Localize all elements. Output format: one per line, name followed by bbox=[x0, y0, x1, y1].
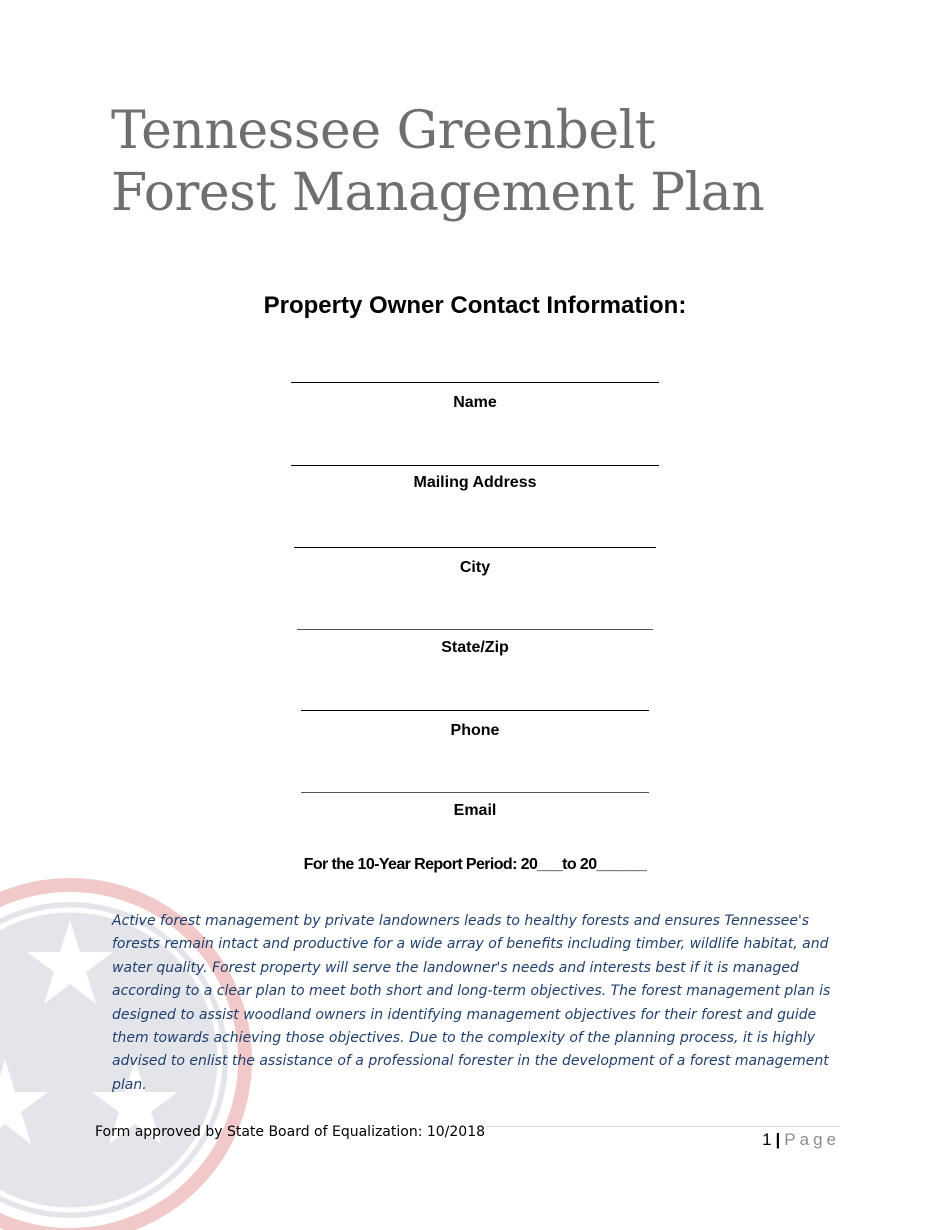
footer-approval-note: Form approved by State Board of Equalization: 10/2018 bbox=[95, 1124, 486, 1140]
phone-label: Phone bbox=[450, 722, 500, 739]
name-label: Name bbox=[453, 394, 497, 411]
state-zip-field[interactable] bbox=[297, 629, 653, 656]
city-line bbox=[294, 547, 656, 548]
intro-paragraph: Active forest management by private landowners leads to healthy forests and ensures Tennessee's forests remain intact and productive for a wide array of benefits including timber, wildlife habitat, and water quality. Forest property will serve the landowner's needs and interests best if it is managed according to a clear plan to meet both short and long-term objectives. The forest management plan is designed to assist woodland owners in identifying management objectives for their forest and guide them towards achieving those objectives. Due to the complexity of the planning process, it is highly advised to enlist the assistance of a professional forester in the development of a forest management plan. bbox=[112, 913, 831, 1093]
name-field[interactable] bbox=[291, 382, 659, 411]
phone-line bbox=[301, 710, 649, 711]
mailing-address-label: Mailing Address bbox=[413, 474, 537, 491]
city-label: City bbox=[459, 559, 491, 576]
email-line bbox=[301, 792, 649, 793]
page-word: Page bbox=[784, 1130, 840, 1149]
title-line-1: Tennessee Greenbelt bbox=[111, 101, 656, 161]
mailing-address-field[interactable] bbox=[291, 465, 659, 491]
mailing-address-line bbox=[291, 465, 659, 466]
footer-divider bbox=[486, 1126, 840, 1127]
page-number-value: 1 bbox=[762, 1130, 772, 1149]
section-heading: Property Owner Contact Information: bbox=[263, 292, 687, 319]
page-number-separator: | bbox=[775, 1130, 781, 1149]
page-number bbox=[762, 1130, 840, 1150]
name-line bbox=[291, 382, 659, 383]
phone-field[interactable] bbox=[301, 710, 649, 739]
state-zip-line bbox=[297, 629, 653, 630]
state-zip-label: State/Zip bbox=[441, 639, 509, 656]
email-field[interactable] bbox=[301, 792, 649, 819]
city-field[interactable] bbox=[294, 547, 656, 576]
email-label: Email bbox=[453, 802, 497, 819]
title-line-2: Forest Management Plan bbox=[111, 163, 765, 223]
report-period: For the 10-Year Report Period: 20___to 20______ bbox=[303, 856, 647, 873]
document-title bbox=[111, 100, 764, 224]
